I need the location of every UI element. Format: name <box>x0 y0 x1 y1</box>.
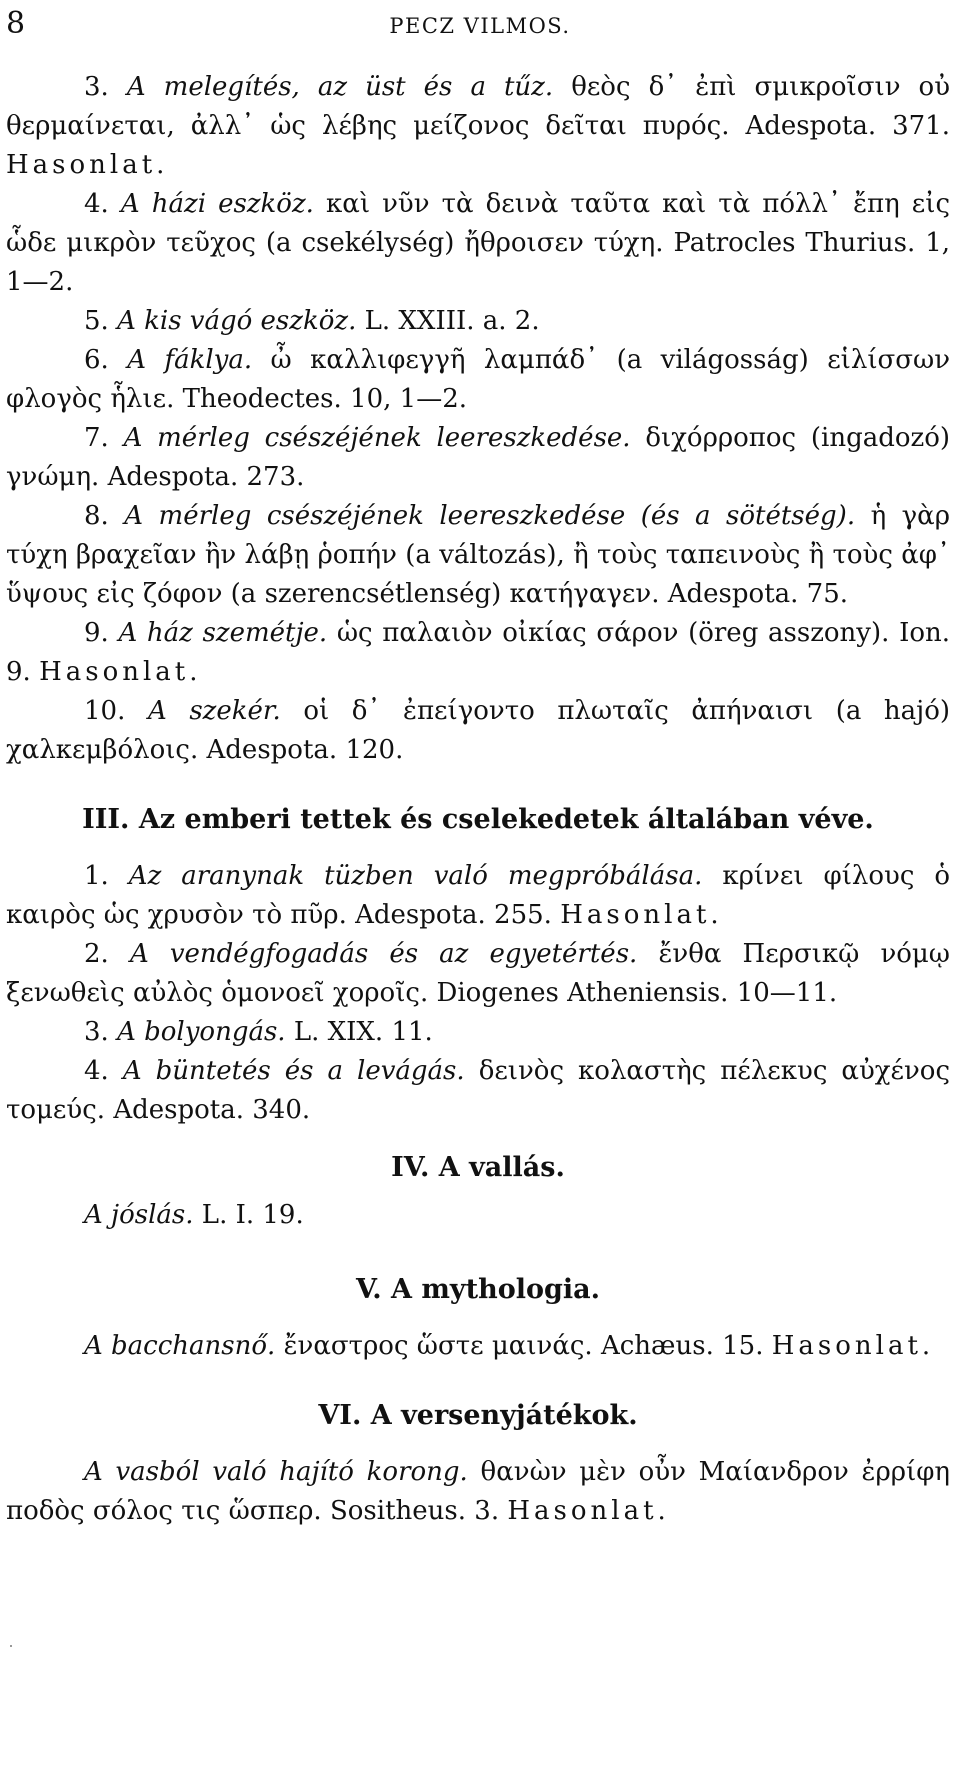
source-reference: Adespota. 75. <box>667 579 849 609</box>
entry-number: 7. <box>84 423 109 453</box>
entry-title: A bacchansnő. <box>84 1331 276 1361</box>
entry-iii-1 <box>6 857 950 935</box>
greek-quote: οἱ δ᾽ ἐπείγοντο πλωταῖς ἀπήναισι <box>303 696 814 726</box>
entry-3 <box>6 68 950 185</box>
entry-bacchansno <box>6 1327 950 1366</box>
entry-title: A bolyongás. <box>117 1017 286 1047</box>
section-heading-3: III. Az emberi tettek és cselekedetek általában véve. <box>82 804 874 835</box>
entry-8 <box>6 497 950 614</box>
greek-quote: γνώμη. <box>6 462 100 492</box>
entry-number: 2. <box>84 939 109 969</box>
entry-title: A jóslás. <box>84 1200 194 1230</box>
entry-korong <box>6 1453 950 1531</box>
greek-quote: κατήγαγεν. <box>509 579 660 609</box>
entry-number: 9. <box>84 618 109 648</box>
entry-number: 6. <box>84 345 109 375</box>
entry-title: A melegítés, az üst és a tűz. <box>126 72 554 102</box>
greek-quote: θεὸς δ᾽ ἐπὶ σμικροῖσιν οὐ θερμαίνεται, ἀλλ᾽ ὡς λέβης μείζονος δεῖται πυρός. <box>6 72 951 141</box>
page-header <box>0 6 960 46</box>
page-number: 8 <box>6 6 26 41</box>
print-speck <box>10 1645 12 1647</box>
hasonlat-label: Hasonlat. <box>771 1331 935 1361</box>
source-reference: Ion. 9. <box>6 618 950 687</box>
entry-number: 5. <box>84 306 109 336</box>
hasonlat-label: Hasonlat. <box>6 150 169 180</box>
entry-jóslás <box>84 1196 304 1235</box>
entry-iii-2 <box>6 935 950 1013</box>
hasonlat-label: Hasonlat. <box>39 657 202 687</box>
greek-quote: ὡς παλαιὸν οἰκίας σάρον <box>336 618 679 648</box>
entry-number: 4. <box>84 189 109 219</box>
hungarian-gloss: (a hajó) <box>835 696 951 726</box>
running-head: PECZ VILMOS. <box>389 14 571 38</box>
entry-title: A mérleg csészéjének leereszkedése. <box>123 423 631 453</box>
section-heading-4: IV. A vallás. <box>391 1152 565 1183</box>
hungarian-gloss: (a változás), <box>405 540 565 570</box>
greek-quote: ὦ καλλιφεγγῆ λαμπάδ᾽ <box>270 345 599 375</box>
source-reference: Adespota. 255. <box>355 900 552 930</box>
entry-9 <box>6 614 950 692</box>
greek-quote: θανὼν μὲν οὖν Μαίανδρον ἐρρίφη ποδὸς σόλος τις ὥσπερ. <box>6 1457 950 1526</box>
entry-4 <box>6 185 950 302</box>
entry-6 <box>6 341 950 419</box>
section-4 <box>6 1148 950 1240</box>
source-reference: Theodectes. 10, 1—2. <box>182 384 467 414</box>
greek-quote: κρίνει φίλους ὁ καιρὸς ὡς χρυσὸν τὸ πῦρ. <box>6 861 951 930</box>
greek-quote: ἤθροισεν τύχη. <box>464 228 664 258</box>
greek-quote: δεινὸς κολαστὴς πέλεκυς αὐχένος τομεύς. <box>6 1056 951 1125</box>
entry-number: 1. <box>84 861 109 891</box>
source-reference: Adespota. 273. <box>107 462 305 492</box>
entry-title: A vasból való hajító korong. <box>84 1457 468 1487</box>
entry-7 <box>6 419 950 497</box>
greek-quote: χαλκεμβόλοις. <box>6 735 199 765</box>
hasonlat-label: Hasonlat. <box>507 1496 670 1526</box>
entry-title: Az aranynak tüzben való megpróbálása. <box>128 861 703 891</box>
entry-number: 10. <box>84 696 126 726</box>
entry-title: A ház szemétje. <box>118 618 328 648</box>
entry-title: A házi eszköz. <box>120 189 314 219</box>
entry-number: 4. <box>84 1056 109 1086</box>
greek-quote: ἔναστρος ὥστε μαινάς. <box>283 1331 593 1361</box>
entry-title: A büntetés és a levágás. <box>122 1056 465 1086</box>
entry-iii-4 <box>6 1052 950 1130</box>
greek-quote: ἢ τοὺς ταπεινοὺς ἢ τοὺς ἀφ᾽ ὕψους εἰς ζόφον <box>6 540 950 609</box>
greek-quote: εἱλίσσων φλογὸς ἧλιε. <box>6 345 951 414</box>
greek-quote: διχόρροπος <box>645 423 797 453</box>
entry-title: A vendégfogadás és az egyetértés. <box>129 939 638 969</box>
entry-number: 3. <box>84 1017 109 1047</box>
source-reference: Achæus. 15. <box>600 1331 764 1361</box>
entry-title: A mérleg csészéjének leereszkedése (és a sötétség). <box>124 501 856 531</box>
entry-number: 3. <box>84 72 109 102</box>
entry-5 <box>6 302 950 341</box>
hungarian-gloss: (a csekélység) <box>265 228 455 258</box>
hungarian-gloss: (a szerencsétlenség) <box>230 579 502 609</box>
entry-iii-3 <box>6 1013 950 1052</box>
section-heading-5: V. A mythologia. <box>355 1274 601 1305</box>
entry-10 <box>6 692 950 770</box>
source-reference: Patrocles Thurius. 1, 1—2. <box>6 228 951 297</box>
greek-quote: ἔνθα Περσικῷ νόμῳ ξενωθεὶς αὐλὸς ὁμονοεῖ χοροῖς. <box>6 939 951 1008</box>
hungarian-gloss: (a világosság) <box>616 345 809 375</box>
greek-quote: καὶ νῦν τὰ δεινὰ ταῦτα καὶ τὰ πόλλ᾽ ἔπη εἰς ὧδε μικρὸν τεῦχος <box>6 189 950 258</box>
source-reference: Sositheus. 3. <box>329 1496 500 1526</box>
entry-number: 8. <box>84 501 109 531</box>
entry-title: A szekér. <box>147 696 281 726</box>
source-reference: L. XXIII. a. 2. <box>364 306 540 336</box>
entry-title: A fáklya. <box>127 345 253 375</box>
hungarian-gloss: (ingadozó) <box>810 423 950 453</box>
hasonlat-label: Hasonlat. <box>560 900 723 930</box>
source-reference: Diogenes Atheniensis. 10—11. <box>436 978 838 1008</box>
section-heading-6: VI. A versenyjátékok. <box>318 1400 638 1431</box>
hungarian-gloss: (öreg asszony). <box>688 618 890 648</box>
source-reference: Adespota. 120. <box>206 735 404 765</box>
greek-quote: ἡ γὰρ τύχη βραχεῖαν ἢν λάβῃ ῥοπήν <box>6 501 951 570</box>
source-reference: Adespota. 371. <box>745 111 950 141</box>
document-body <box>6 68 950 1531</box>
entry-title: A kis vágó eszköz. <box>117 306 357 336</box>
source-reference: L. I. 19. <box>201 1200 304 1230</box>
source-reference: L. XIX. 11. <box>293 1017 433 1047</box>
source-reference: Adespota. 340. <box>113 1095 311 1125</box>
